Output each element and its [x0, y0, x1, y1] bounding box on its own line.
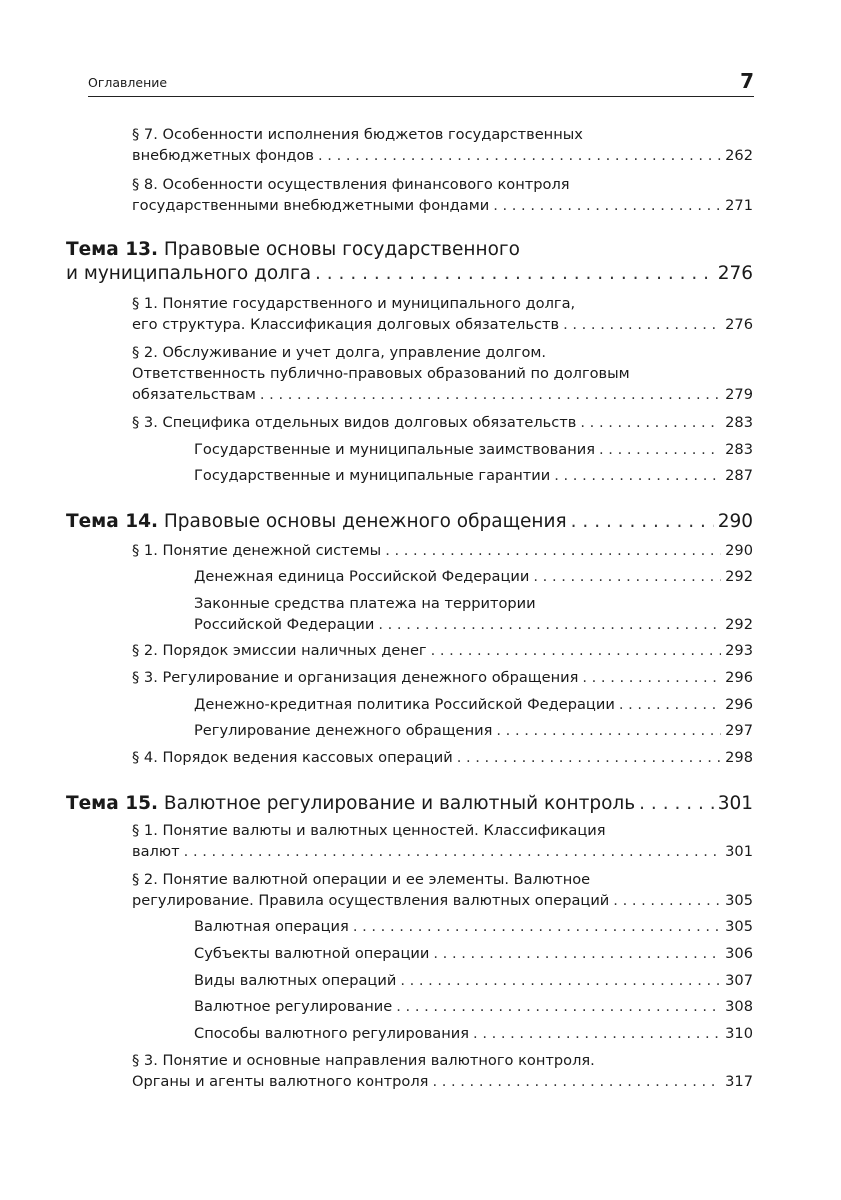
toc-entry[interactable] — [194, 465, 753, 486]
toc-entry-text: государственными внебюджетными фондами — [132, 197, 490, 214]
dot-leader — [473, 1023, 721, 1044]
dot-leader — [496, 720, 721, 741]
toc-entry[interactable] — [194, 943, 753, 964]
toc-entry-text: Государственные и муниципальные заимствования — [194, 441, 596, 458]
toc-entry-text: § 7. Особенности исполнения бюджетов государственных — [132, 126, 583, 143]
toc-page-number: 290 — [725, 542, 753, 559]
dot-leader — [315, 262, 714, 286]
toc-page-number: 301 — [725, 843, 753, 860]
topic-title: Правовые основы государственного — [158, 239, 520, 260]
toc-page-number: 296 — [725, 669, 753, 686]
dot-leader — [353, 916, 721, 937]
toc-entry-text: Регулирование денежного обращения — [194, 722, 493, 739]
toc-page-number: 305 — [725, 918, 753, 935]
toc-page-number: 292 — [725, 616, 753, 633]
toc-page-number: 262 — [725, 147, 753, 164]
toc-entry-text: Субъекты валютной операции — [194, 945, 430, 962]
toc-entry[interactable] — [194, 694, 753, 715]
toc-entry-text: Российской Федерации — [194, 616, 375, 633]
header-page-number: 7 — [740, 69, 754, 93]
toc-entry-text: § 3. Регулирование и организация денежного обращения — [132, 669, 579, 686]
dot-leader — [385, 540, 721, 561]
toc-entry-text: § 4. Порядок ведения кассовых операций — [132, 749, 453, 766]
toc-page-number: 317 — [725, 1073, 753, 1090]
topic-title: Правовые основы денежного обращения — [158, 511, 567, 532]
toc-page-number: 287 — [725, 467, 753, 484]
topic-title: и муниципального долга — [66, 263, 312, 284]
toc-entry-text: обязательствам — [132, 386, 256, 403]
header-section-title: Оглавление — [88, 75, 168, 90]
toc-page-number: 306 — [725, 945, 753, 962]
toc-entry[interactable] — [194, 566, 753, 587]
toc-page-number: 283 — [725, 441, 753, 458]
toc-entry-text: Валютное регулирование — [194, 998, 393, 1015]
toc-page-number: 271 — [725, 197, 753, 214]
toc-entry-text: § 8. Особенности осуществления финансового контроля — [132, 176, 570, 193]
toc-topic-13[interactable] — [66, 238, 753, 286]
toc-entry[interactable] — [132, 1050, 753, 1092]
toc-topic-15[interactable] — [66, 792, 753, 816]
toc-entry[interactable] — [132, 412, 753, 433]
toc-page-number: 283 — [725, 414, 753, 431]
dot-leader — [582, 667, 721, 688]
toc-page-number: 296 — [725, 696, 753, 713]
dot-leader — [533, 566, 721, 587]
toc-entry-text: Денежно-кредитная политика Российской Федерации — [194, 696, 615, 713]
dot-leader — [619, 694, 721, 715]
topic-number: Тема 14. — [66, 511, 158, 532]
toc-entry[interactable] — [194, 1023, 753, 1044]
toc-entry[interactable] — [132, 747, 753, 768]
toc-entry-text: § 3. Специфика отдельных видов долговых обязательств — [132, 414, 577, 431]
toc-entry[interactable] — [194, 720, 753, 741]
toc-topic-14[interactable] — [66, 510, 753, 534]
toc-entry-text: Виды валютных операций — [194, 972, 397, 989]
toc-entry-text: § 2. Понятие валютной операции и ее элементы. Валютное — [132, 871, 591, 888]
dot-leader — [431, 640, 722, 661]
toc-entry[interactable] — [194, 970, 753, 991]
dot-leader — [396, 996, 721, 1017]
toc-entry[interactable] — [194, 916, 753, 937]
dot-leader — [563, 314, 721, 335]
dot-leader — [400, 970, 721, 991]
dot-leader — [433, 943, 721, 964]
toc-entry[interactable] — [132, 820, 753, 862]
toc-page-number: 301 — [717, 793, 753, 814]
toc-entry-text: § 1. Понятие валюты и валютных ценностей. Классификация — [132, 822, 606, 839]
toc-entry-text: Органы и агенты валютного контроля — [132, 1073, 429, 1090]
dot-leader — [580, 412, 721, 433]
toc-entry-text: § 1. Понятие государственного и муниципального долга, — [132, 295, 576, 312]
toc-entry-text: Денежная единица Российской Федерации — [194, 568, 530, 585]
toc-entry-text: Государственные и муниципальные гарантии — [194, 467, 551, 484]
toc-entry-text: внебюджетных фондов — [132, 147, 315, 164]
toc-page-number: 293 — [725, 642, 753, 659]
dot-leader — [571, 510, 714, 534]
toc-entry[interactable] — [132, 667, 753, 688]
toc-entry[interactable] — [132, 174, 753, 216]
toc-page-number: 276 — [717, 263, 753, 284]
toc-page-number: 305 — [725, 892, 753, 909]
toc-entry[interactable] — [132, 342, 753, 405]
toc-entry-text: § 2. Порядок эмиссии наличных денег — [132, 642, 427, 659]
dot-leader — [599, 439, 721, 460]
toc-page-number: 310 — [725, 1025, 753, 1042]
toc-entry-text: Способы валютного регулирования — [194, 1025, 470, 1042]
toc-entry[interactable] — [194, 593, 753, 635]
toc-entry-text: регулирование. Правила осуществления валютных операций — [132, 892, 610, 909]
dot-leader — [639, 792, 714, 816]
toc-page-number: 279 — [725, 386, 753, 403]
dot-leader — [260, 384, 721, 405]
dot-leader — [318, 145, 721, 166]
toc-entry[interactable] — [132, 540, 753, 561]
toc-entry-text: Ответственность публично-правовых образований по долговым — [132, 365, 630, 382]
toc-entry[interactable] — [194, 996, 753, 1017]
toc-page-number: 276 — [725, 316, 753, 333]
toc-entry[interactable] — [132, 293, 753, 335]
toc-entry-text: § 3. Понятие и основные направления валютного контроля. — [132, 1052, 595, 1069]
toc-page-number: 307 — [725, 972, 753, 989]
dot-leader — [493, 195, 721, 216]
toc-page-number: 298 — [725, 749, 753, 766]
dot-leader — [184, 841, 721, 862]
toc-page-number: 297 — [725, 722, 753, 739]
toc-entry-text: его структура. Классификация долговых обязательств — [132, 316, 560, 333]
dot-leader — [432, 1071, 721, 1092]
dot-leader — [554, 465, 721, 486]
toc-entry[interactable] — [132, 640, 753, 661]
toc-entry[interactable] — [132, 869, 753, 911]
dot-leader — [378, 614, 721, 635]
toc-entry[interactable] — [194, 439, 753, 460]
topic-number: Тема 13. — [66, 239, 158, 260]
toc-entry-text: Законные средства платежа на территории — [194, 595, 536, 612]
toc-entry[interactable] — [132, 124, 753, 166]
topic-number: Тема 15. — [66, 793, 158, 814]
toc-entry-text: § 2. Обслуживание и учет долга, управление долгом. — [132, 344, 547, 361]
toc-entry-text: Валютная операция — [194, 918, 349, 935]
toc-entry-text: § 1. Понятие денежной системы — [132, 542, 382, 559]
toc-entry-text: валют — [132, 843, 180, 860]
toc-page-number: 292 — [725, 568, 753, 585]
toc-page-number: 308 — [725, 998, 753, 1015]
topic-title: Валютное регулирование и валютный контроль — [158, 793, 636, 814]
dot-leader — [457, 747, 721, 768]
dot-leader — [613, 890, 721, 911]
toc-page-number: 290 — [717, 511, 753, 532]
